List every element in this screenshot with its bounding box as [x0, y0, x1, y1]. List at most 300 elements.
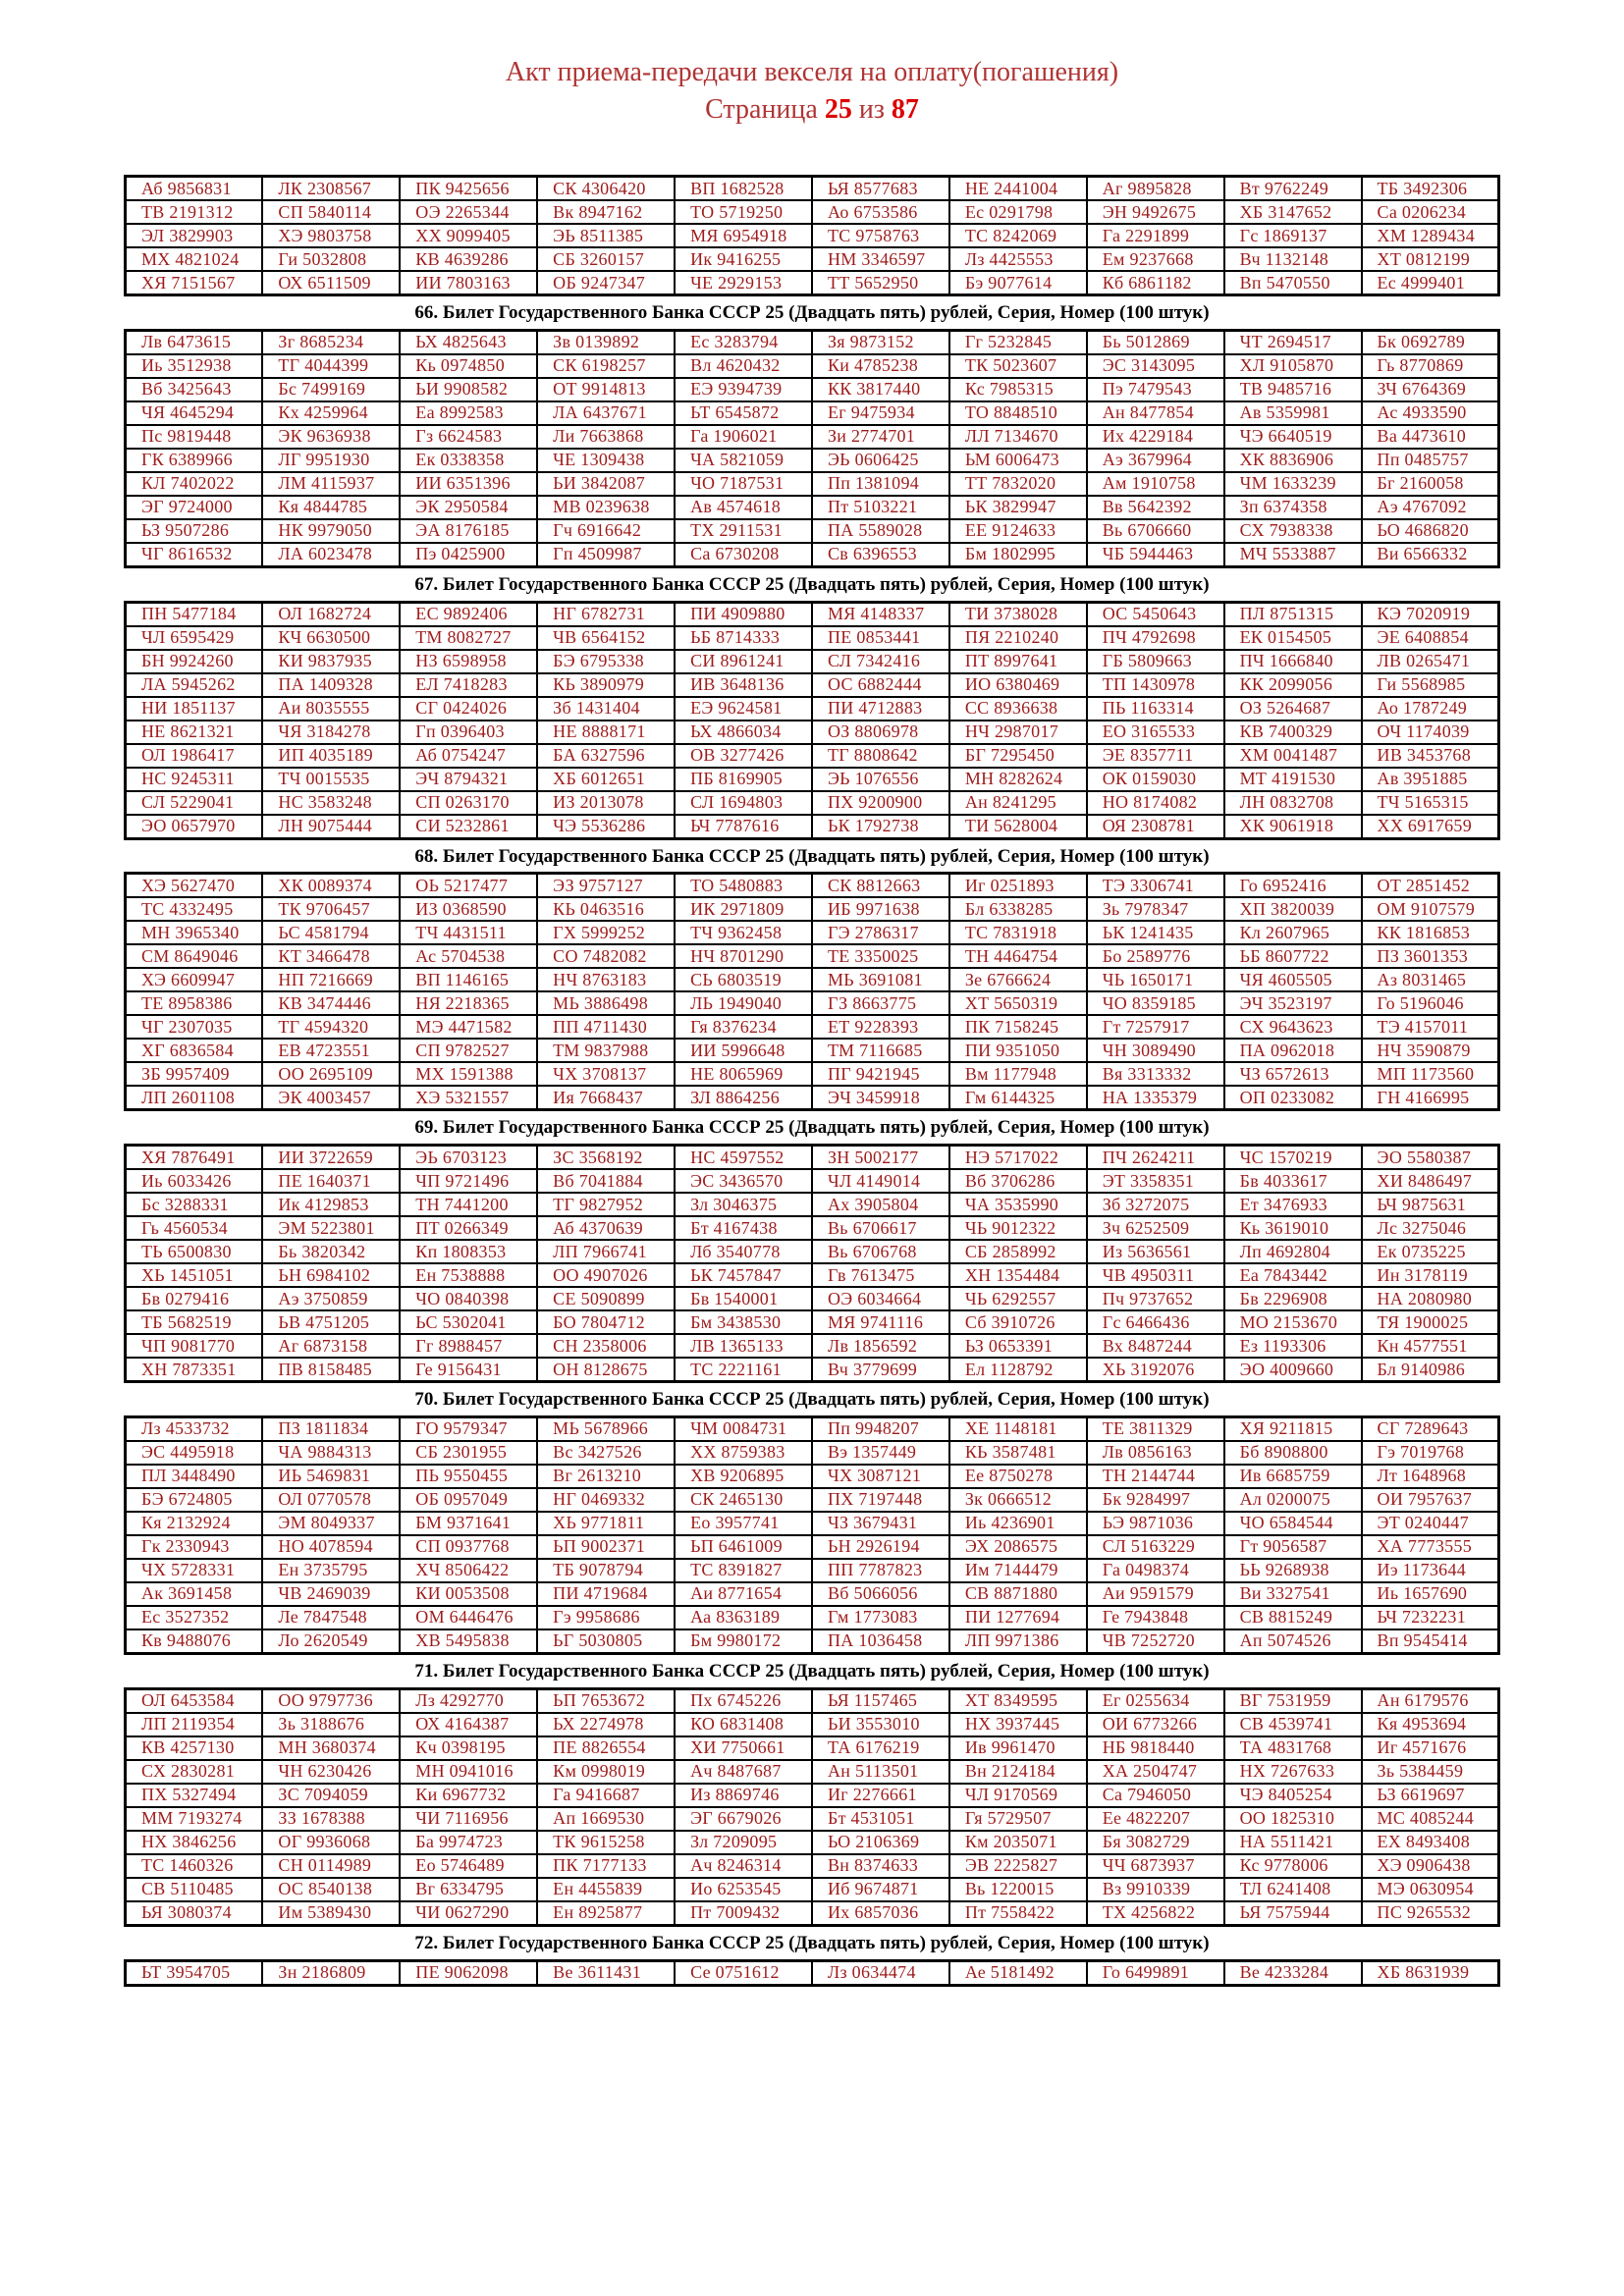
- serial-cell: Ао 1787249: [1362, 697, 1499, 721]
- serial-cell: СЬ 6803519: [675, 968, 812, 991]
- serial-cell: ЬО 4686820: [1362, 519, 1499, 543]
- serial-cell: Вб 3425643: [126, 378, 263, 401]
- serial-cell: Аз 8031465: [1362, 968, 1499, 991]
- serial-cell: Гм 1773083: [812, 1606, 949, 1629]
- serial-cell: ХТ 8349595: [949, 1688, 1087, 1713]
- table-row: [126, 519, 1499, 543]
- serial-cell: НГ 6782731: [537, 602, 675, 626]
- serial-cell: ОС 8540138: [262, 1878, 400, 1901]
- serial-cell: ХГ 6836584: [126, 1039, 263, 1062]
- serial-cell: ЬК 7457847: [675, 1263, 812, 1287]
- serial-cell: ЕТ 9228393: [812, 1015, 949, 1039]
- serial-cell: ПЧ 4792698: [1087, 626, 1224, 650]
- serial-cell: Лз 4292770: [400, 1688, 537, 1713]
- serial-cell: ПЧ 1666840: [1224, 650, 1362, 673]
- serial-cell: ХЭ 5321557: [400, 1086, 537, 1110]
- serial-cell: ЬТ 6545872: [675, 401, 812, 425]
- serial-cell: ОЭ 2265344: [400, 200, 537, 224]
- serial-cell: ПЬ 1163314: [1087, 697, 1224, 721]
- serial-cell: ЭХ 2086575: [949, 1535, 1087, 1559]
- serial-cell: ЧХ 3087121: [812, 1465, 949, 1488]
- serial-cell: ИЗ 0368590: [400, 897, 537, 921]
- serial-cell: ПЗ 3601353: [1362, 944, 1499, 968]
- serial-cell: Вь 6706617: [812, 1216, 949, 1240]
- serial-cell: СЛ 5229041: [126, 791, 263, 815]
- serial-cell: ОМ 6446476: [400, 1606, 537, 1629]
- serial-cell: ХБ 6012651: [537, 768, 675, 791]
- serial-cell: СМ 8649046: [126, 944, 263, 968]
- serial-cell: КВ 4639286: [400, 247, 537, 271]
- table-row: [126, 177, 1499, 201]
- serial-cell: ЬБ 8607722: [1224, 944, 1362, 968]
- serial-cell: МЭ 4471582: [400, 1015, 537, 1039]
- serial-cell: ЬХ 2274978: [537, 1713, 675, 1736]
- table-row: [126, 354, 1499, 378]
- serial-cell: ЧП 9081770: [126, 1334, 263, 1358]
- serial-cell: Вн 2124184: [949, 1760, 1087, 1784]
- serial-cell: Ан 5113501: [812, 1760, 949, 1784]
- serial-cell: ПК 9425656: [400, 177, 537, 201]
- serial-cell: ЬЭ 9871036: [1087, 1512, 1224, 1535]
- serial-cell: ЛН 0832708: [1224, 791, 1362, 815]
- serial-cell: ПЯ 2210240: [949, 626, 1087, 650]
- serial-cell: ТИ 5628004: [949, 815, 1087, 839]
- serial-cell: Их 4229184: [1087, 425, 1224, 449]
- table-row: [126, 1334, 1499, 1358]
- serial-cell: Лс 3275046: [1362, 1216, 1499, 1240]
- serial-cell: ЧЬ 1650171: [1087, 968, 1224, 991]
- serial-cell: Бв 1540001: [675, 1287, 812, 1310]
- serial-cell: МП 1173560: [1362, 1062, 1499, 1086]
- serial-cell: ЧЛ 6595429: [126, 626, 263, 650]
- serial-cell: БН 9924260: [126, 650, 263, 673]
- serial-cell: СГ 7289643: [1362, 1416, 1499, 1441]
- table-row: [126, 271, 1499, 295]
- serial-cell: Аг 9895828: [1087, 177, 1224, 201]
- serial-cell: ТЧ 4431511: [400, 921, 537, 944]
- serial-cell: Ве 3611431: [537, 1960, 675, 1985]
- serial-cell: Го 5196046: [1362, 991, 1499, 1015]
- table-row: [126, 1465, 1499, 1488]
- serial-cell: Ио 6253545: [675, 1878, 812, 1901]
- serial-cell: Кл 2607965: [1224, 921, 1362, 944]
- serial-cell: ОЗ 5264687: [1224, 697, 1362, 721]
- serial-cell: Пх 6745226: [675, 1688, 812, 1713]
- table-row: [126, 1169, 1499, 1193]
- serial-cell: ХВ 5495838: [400, 1629, 537, 1654]
- table-row: [126, 1688, 1499, 1713]
- serial-cell: ЬЧ 9875631: [1362, 1193, 1499, 1216]
- serial-cell: Гь 8770869: [1362, 354, 1499, 378]
- serial-cell: Вб 7041884: [537, 1169, 675, 1193]
- serial-cell: КЛ 7402022: [126, 472, 263, 496]
- serial-cell: Ло 2620549: [262, 1629, 400, 1654]
- serial-cell: ОЧ 1174039: [1362, 721, 1499, 744]
- serial-cell: ТГ 9827952: [537, 1193, 675, 1216]
- serial-cell: Ив 9961470: [949, 1736, 1087, 1760]
- serial-cell: Ен 3735795: [262, 1559, 400, 1582]
- serial-cell: ХХ 6917659: [1362, 815, 1499, 839]
- serial-cell: Пэ 0425900: [400, 543, 537, 567]
- serial-cell: СВ 4539741: [1224, 1713, 1362, 1736]
- serial-cell: ЛК 2308567: [262, 177, 400, 201]
- serial-cell: ЧМ 0084731: [675, 1416, 812, 1441]
- serial-cell: ГН 4166995: [1362, 1086, 1499, 1110]
- serial-cell: Вч 3779699: [812, 1358, 949, 1382]
- serial-cell: ВП 1682528: [675, 177, 812, 201]
- serial-cell: МЬ 3886498: [537, 991, 675, 1015]
- serial-cell: Гп 0396403: [400, 721, 537, 744]
- serial-cell: ЧЧ 6873937: [1087, 1854, 1224, 1878]
- serial-cell: ВГ 7531959: [1224, 1688, 1362, 1713]
- serial-cell: Ек 0338358: [400, 449, 537, 472]
- serial-cell: ОМ 9107579: [1362, 897, 1499, 921]
- serial-cell: ПН 5477184: [126, 602, 263, 626]
- serial-cell: НЗ 6598958: [400, 650, 537, 673]
- serial-cell: ЛЛ 7134670: [949, 425, 1087, 449]
- serial-cell: НЧ 2987017: [949, 721, 1087, 744]
- serial-cell: Вв 5642392: [1087, 496, 1224, 519]
- serial-cell: Пч 9737652: [1087, 1287, 1224, 1310]
- serial-cell: ОБ 9247347: [537, 271, 675, 295]
- serial-table-block: [124, 1415, 1500, 1655]
- serial-cell: ЛП 7966741: [537, 1240, 675, 1263]
- serial-cell: ЗН 5002177: [812, 1146, 949, 1170]
- serial-cell: МЯ 6954918: [675, 224, 812, 247]
- serial-cell: Гь 4560534: [126, 1216, 263, 1240]
- serial-cell: Кя 4953694: [1362, 1713, 1499, 1736]
- serial-cell: ХЭ 9803758: [262, 224, 400, 247]
- serial-cell: ИВ 3648136: [675, 673, 812, 697]
- serial-cell: ТК 9706457: [262, 897, 400, 921]
- serial-cell: ИИ 3722659: [262, 1146, 400, 1170]
- serial-cell: ХИ 8486497: [1362, 1169, 1499, 1193]
- serial-cell: СК 6198257: [537, 354, 675, 378]
- table-row: [126, 1015, 1499, 1039]
- serial-cell: ЧА 3535990: [949, 1193, 1087, 1216]
- serial-cell: ХТ 5650319: [949, 991, 1087, 1015]
- serial-cell: Зь 5384459: [1362, 1760, 1499, 1784]
- table-row: [126, 1901, 1499, 1926]
- serial-cell: ПИ 4719684: [537, 1582, 675, 1606]
- serial-cell: Кь 0974850: [400, 354, 537, 378]
- serial-cell: ЭЧ 8794321: [400, 768, 537, 791]
- serial-cell: Бя 3082729: [1087, 1831, 1224, 1854]
- serial-cell: ТИ 3738028: [949, 602, 1087, 626]
- serial-cell: ЧВ 7252720: [1087, 1629, 1224, 1654]
- serial-cell: Вь 6706768: [812, 1240, 949, 1263]
- serial-cell: ХК 0089374: [262, 874, 400, 898]
- serial-cell: Го 6499891: [1087, 1960, 1224, 1985]
- serial-cell: ЬБ 8714333: [675, 626, 812, 650]
- serial-cell: Гм 6144325: [949, 1086, 1087, 1110]
- table-row: [126, 1713, 1499, 1736]
- serial-cell: Еа 8992583: [400, 401, 537, 425]
- serial-cell: КО 6831408: [675, 1713, 812, 1736]
- serial-cell: Га 2291899: [1087, 224, 1224, 247]
- serial-cell: Га 1906021: [675, 425, 812, 449]
- serial-cell: Ба 9974723: [400, 1831, 537, 1854]
- page-label: Страница: [705, 94, 818, 125]
- serial-cell: Гг 8988457: [400, 1334, 537, 1358]
- table-row: [126, 1760, 1499, 1784]
- serial-cell: Лз 4425553: [949, 247, 1087, 271]
- serial-cell: Ан 6179576: [1362, 1688, 1499, 1713]
- serial-cell: Бк 0692789: [1362, 330, 1499, 354]
- table-row: [126, 1310, 1499, 1334]
- serial-cell: ЧЬ 9012322: [949, 1216, 1087, 1240]
- serial-cell: Вт 9762249: [1224, 177, 1362, 201]
- page-title: Акт приема-передачи векселя на оплату(погашения): [505, 57, 1119, 87]
- table-row: [126, 1736, 1499, 1760]
- serial-cell: Зв 0139892: [537, 330, 675, 354]
- serial-cell: Пп 0485757: [1362, 449, 1499, 472]
- serial-cell: Ач 8246314: [675, 1854, 812, 1878]
- serial-cell: ЕЛ 7418283: [400, 673, 537, 697]
- serial-cell: Ае 5181492: [949, 1960, 1087, 1985]
- serial-cell: ПГ 9421945: [812, 1062, 949, 1086]
- serial-cell: Вг 6334795: [400, 1878, 537, 1901]
- serial-cell: Бь 3820342: [262, 1240, 400, 1263]
- serial-cell: ГЭ 2786317: [812, 921, 949, 944]
- serial-cell: Ап 1669530: [537, 1807, 675, 1831]
- serial-cell: Св 6396553: [812, 543, 949, 567]
- serial-cell: Гт 9056587: [1224, 1535, 1362, 1559]
- serial-cell: ЧЭ 8405254: [1224, 1784, 1362, 1807]
- serial-cell: ИВ 3453768: [1362, 744, 1499, 768]
- serial-cell: ТЭ 4157011: [1362, 1015, 1499, 1039]
- table-row: [126, 224, 1499, 247]
- serial-cell: Кя 4844785: [262, 496, 400, 519]
- serial-cell: ХЭ 6609947: [126, 968, 263, 991]
- serial-cell: ЧГ 2307035: [126, 1015, 263, 1039]
- serial-cell: НЕ 8621321: [126, 721, 263, 744]
- serial-cell: ЛМ 4115937: [262, 472, 400, 496]
- serial-cell: ХЯ 9211815: [1224, 1416, 1362, 1441]
- serial-cell: Зя 9873152: [812, 330, 949, 354]
- serial-cell: Вн 8374633: [812, 1854, 949, 1878]
- table-row: [126, 1582, 1499, 1606]
- serial-cell: ПК 7177133: [537, 1854, 675, 1878]
- serial-cell: ОЛ 1986417: [126, 744, 263, 768]
- serial-cell: Лт 1648968: [1362, 1465, 1499, 1488]
- serial-cell: ЭЬ 8511385: [537, 224, 675, 247]
- serial-cell: ТК 9615258: [537, 1831, 675, 1854]
- serial-cell: ТТ 5652950: [812, 271, 949, 295]
- serial-cell: НС 3583248: [262, 791, 400, 815]
- serial-cell: Их 6857036: [812, 1901, 949, 1926]
- serial-cell: ХП 3820039: [1224, 897, 1362, 921]
- serial-cell: Аб 0754247: [400, 744, 537, 768]
- serial-cell: ЬП 9002371: [537, 1535, 675, 1559]
- serial-cell: ЭГ 9724000: [126, 496, 263, 519]
- serial-cell: Ах 3905804: [812, 1193, 949, 1216]
- serial-cell: МХ 4821024: [126, 247, 263, 271]
- serial-cell: СН 2358006: [537, 1334, 675, 1358]
- serial-cell: Гт 7257917: [1087, 1015, 1224, 1039]
- serial-cell: Вк 8947162: [537, 200, 675, 224]
- serial-cell: ЗБ 9957409: [126, 1062, 263, 1086]
- serial-cell: ТБ 5682519: [126, 1310, 263, 1334]
- table-row: [126, 543, 1499, 567]
- serial-cell: Бл 6338285: [949, 897, 1087, 921]
- serial-cell: ОТ 9914813: [537, 378, 675, 401]
- serial-cell: Ви 3327541: [1224, 1582, 1362, 1606]
- serial-cell: Ак 3691458: [126, 1582, 263, 1606]
- serial-cell: ГЗ 8663775: [812, 991, 949, 1015]
- serial-cell: НЯ 2218365: [400, 991, 537, 1015]
- serial-cell: ТХ 4256822: [1087, 1901, 1224, 1926]
- serial-cell: Иг 0251893: [949, 874, 1087, 898]
- serial-cell: ОК 0159030: [1087, 768, 1224, 791]
- serial-cell: НЧ 3590879: [1362, 1039, 1499, 1062]
- serial-cell: КК 1816853: [1362, 921, 1499, 944]
- serial-cell: Вл 4620432: [675, 354, 812, 378]
- serial-cell: ИК 2971809: [675, 897, 812, 921]
- serial-cell: ОС 6882444: [812, 673, 949, 697]
- serial-cell: ЧЗ 3679431: [812, 1512, 949, 1535]
- table-row: [126, 673, 1499, 697]
- serial-cell: ОИ 7957637: [1362, 1488, 1499, 1512]
- serial-cell: ТТ 7832020: [949, 472, 1087, 496]
- serial-cell: КЬ 3587481: [949, 1441, 1087, 1465]
- serial-cell: Бт 4531051: [812, 1807, 949, 1831]
- table-row: [126, 1559, 1499, 1582]
- serial-cell: НИ 1851137: [126, 697, 263, 721]
- serial-cell: ОЛ 0770578: [262, 1488, 400, 1512]
- serial-cell: Ав 4574618: [675, 496, 812, 519]
- serial-cell: ЧВ 2469039: [262, 1582, 400, 1606]
- serial-cell: Бь 5012869: [1087, 330, 1224, 354]
- serial-cell: МН 0941016: [400, 1760, 537, 1784]
- serial-cell: ЧН 3089490: [1087, 1039, 1224, 1062]
- serial-cell: СХ 2830281: [126, 1760, 263, 1784]
- serial-cell: ХЯ 7151567: [126, 271, 263, 295]
- serial-cell: ЕЕ 9124633: [949, 519, 1087, 543]
- serial-cell: Иь 3512938: [126, 354, 263, 378]
- serial-cell: Гс 1869137: [1224, 224, 1362, 247]
- serial-cell: ЭМ 8049337: [262, 1512, 400, 1535]
- serial-cell: Ги 5032808: [262, 247, 400, 271]
- serial-cell: ПЕ 9062098: [400, 1960, 537, 1985]
- serial-cell: ХТ 0812199: [1362, 247, 1499, 271]
- serial-cell: Зл 3046375: [675, 1193, 812, 1216]
- serial-cell: Иь 6033426: [126, 1169, 263, 1193]
- serial-cell: ТЧ 9362458: [675, 921, 812, 944]
- serial-cell: Пс 9819448: [126, 425, 263, 449]
- serial-cell: ЧА 5821059: [675, 449, 812, 472]
- table-row: [126, 378, 1499, 401]
- serial-cell: ТС 4332495: [126, 897, 263, 921]
- table-row: [126, 1512, 1499, 1535]
- serial-cell: ПХ 7197448: [812, 1488, 949, 1512]
- table-row: [126, 1263, 1499, 1287]
- serial-cell: ЬМ 6006473: [949, 449, 1087, 472]
- table-row: [126, 1606, 1499, 1629]
- serial-cell: БЭ 6795338: [537, 650, 675, 673]
- serial-cell: ЭК 4003457: [262, 1086, 400, 1110]
- serial-cell: Бк 9284997: [1087, 1488, 1224, 1512]
- serial-cell: НХ 7267633: [1224, 1760, 1362, 1784]
- serial-cell: НЕ 8065969: [675, 1062, 812, 1086]
- serial-cell: ОО 1825310: [1224, 1807, 1362, 1831]
- serial-cell: Бс 3288331: [126, 1193, 263, 1216]
- serial-cell: МЬ 5678966: [537, 1416, 675, 1441]
- serial-cell: СП 0263170: [400, 791, 537, 815]
- serial-cell: НМ 3346597: [812, 247, 949, 271]
- serial-cell: СС 8936638: [949, 697, 1087, 721]
- serial-cell: ТЭ 3306741: [1087, 874, 1224, 898]
- serial-cell: Зб 1431404: [537, 697, 675, 721]
- serial-cell: ЭК 9636938: [262, 425, 400, 449]
- serial-cell: ИИ 5996648: [675, 1039, 812, 1062]
- serial-cell: ЬХ 4866034: [675, 721, 812, 744]
- serial-cell: ХЕ 1148181: [949, 1416, 1087, 1441]
- serial-cell: ХХ 9099405: [400, 224, 537, 247]
- serial-cell: МВ 0239638: [537, 496, 675, 519]
- serial-cell: ТН 2144744: [1087, 1465, 1224, 1488]
- serial-cell: ТС 9758763: [812, 224, 949, 247]
- serial-cell: БГ 7295450: [949, 744, 1087, 768]
- serial-cell: ПП 4711430: [537, 1015, 675, 1039]
- serial-cell: ОС 5450643: [1087, 602, 1224, 626]
- serial-cell: ПХ 5327494: [126, 1784, 263, 1807]
- serial-cell: ЕЭ 9394739: [675, 378, 812, 401]
- serial-cell: ЕХ 8493408: [1362, 1831, 1499, 1854]
- serial-cell: ЭЧ 3459918: [812, 1086, 949, 1110]
- serial-cell: ОТ 2851452: [1362, 874, 1499, 898]
- serial-cell: ГБ 5809663: [1087, 650, 1224, 673]
- serial-cell: СБ 2858992: [949, 1240, 1087, 1263]
- serial-cell: ЭН 9492675: [1087, 200, 1224, 224]
- serial-cell: Иг 2276661: [812, 1784, 949, 1807]
- table-row: [126, 921, 1499, 944]
- serial-cell: Бм 3438530: [675, 1310, 812, 1334]
- serial-cell: ХН 1354484: [949, 1263, 1087, 1287]
- serial-cell: Аи 8035555: [262, 697, 400, 721]
- serial-cell: Аэ 3679964: [1087, 449, 1224, 472]
- serial-cell: ОЛ 6453584: [126, 1688, 263, 1713]
- serial-cell: ХЯ 7876491: [126, 1146, 263, 1170]
- serial-cell: Гг 5232845: [949, 330, 1087, 354]
- serial-cell: ИЗ 2013078: [537, 791, 675, 815]
- serial-cell: НК 9979050: [262, 519, 400, 543]
- serial-cell: ЛП 2119354: [126, 1713, 263, 1736]
- serial-cell: Га 9416687: [537, 1784, 675, 1807]
- serial-cell: ХИ 7750661: [675, 1736, 812, 1760]
- serial-cell: ТА 6176219: [812, 1736, 949, 1760]
- serial-cell: ХЬ 3192076: [1087, 1358, 1224, 1382]
- serial-cell: ЕС 9892406: [400, 602, 537, 626]
- serial-cell: Ао 6753586: [812, 200, 949, 224]
- serial-cell: Ег 0255634: [1087, 1688, 1224, 1713]
- serial-cell: ЭО 4009660: [1224, 1358, 1362, 1382]
- serial-cell: Иг 4571676: [1362, 1736, 1499, 1760]
- serial-cell: КИ 0053508: [400, 1582, 537, 1606]
- serial-cell: ЭЬ 1076556: [812, 768, 949, 791]
- serial-cell: НА 1335379: [1087, 1086, 1224, 1110]
- serial-cell: ХЭ 0906438: [1362, 1854, 1499, 1878]
- serial-cell: ЭЗ 9757127: [537, 874, 675, 898]
- serial-cell: Лв 1856592: [812, 1334, 949, 1358]
- serial-table-block: [124, 872, 1500, 1111]
- serial-cell: ЛВ 0265471: [1362, 650, 1499, 673]
- serial-cell: Вс 3427526: [537, 1441, 675, 1465]
- serial-cell: ЭО 0657970: [126, 815, 263, 839]
- serial-cell: ЧН 6230426: [262, 1760, 400, 1784]
- serial-cell: ЬВ 4751205: [262, 1310, 400, 1334]
- serial-cell: ТН 4464754: [949, 944, 1087, 968]
